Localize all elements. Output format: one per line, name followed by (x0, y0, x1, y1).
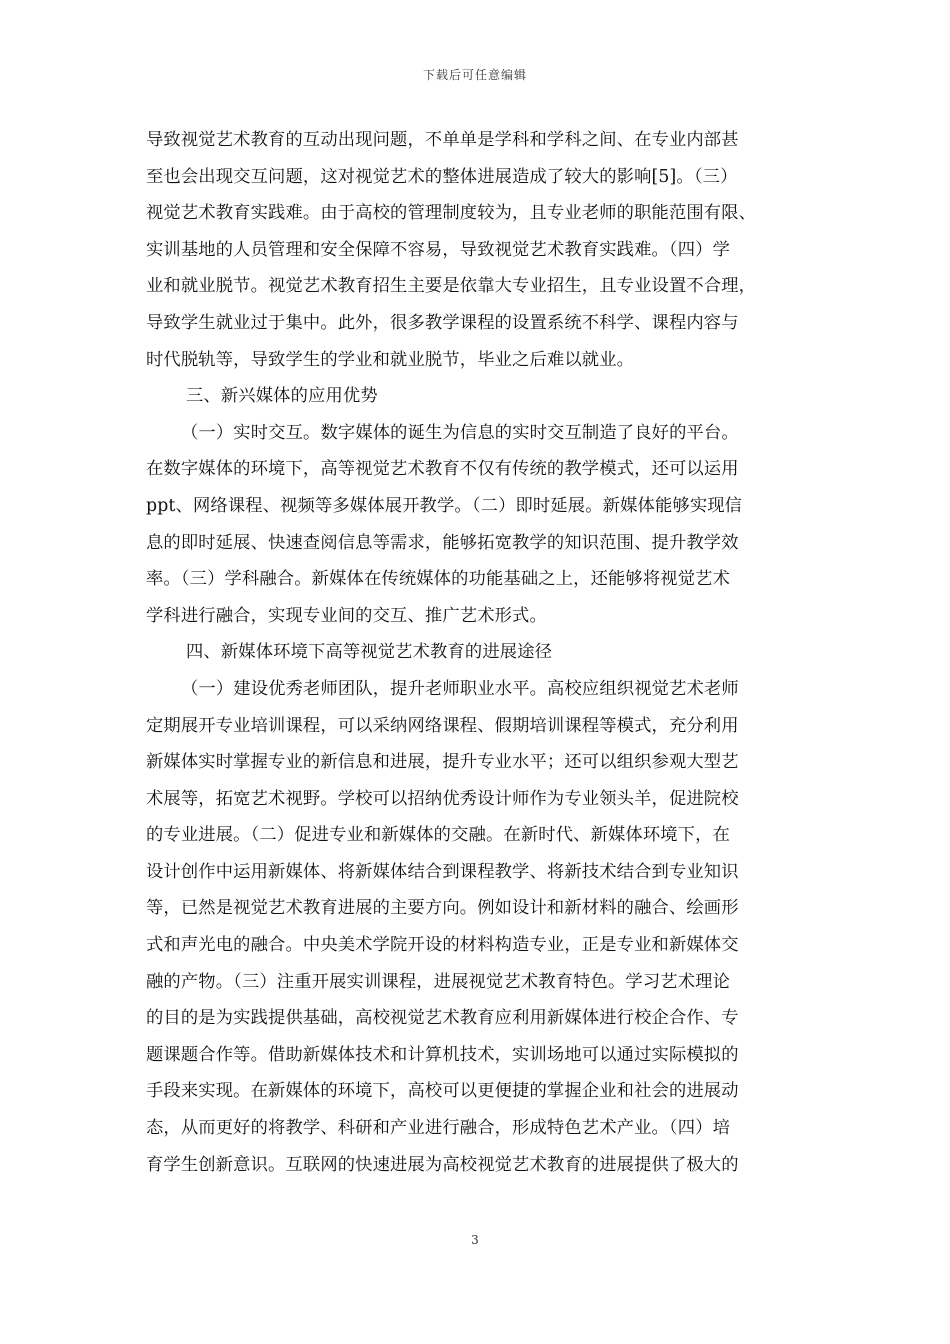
text-line: 的专业进展。（二）促进专业和新媒体的交融。在新时代、新媒体环境下，在 (146, 825, 731, 846)
page-header: 下载后可任意编辑 (422, 68, 527, 82)
text-line: 新媒体实时掌握专业的新信息和进展，提升专业水平；还可以组织参观大型艺 (146, 752, 739, 773)
text-line: 定期展开专业培训课程，可以采纳网络课程、假期培训课程等模式，充分利用 (146, 715, 739, 736)
text-line: 融的产物。（三）注重开展实训课程，进展视觉艺术教育特色。学习艺术理论 (146, 971, 731, 992)
text-line: 业和就业脱节。视觉艺术教育招生主要是依靠大专业招生，且专业设置不合理， (146, 276, 757, 297)
text-line: 式和声光电的融合。中央美术学院开设的材料构造专业，正是专业和新媒体交 (146, 935, 739, 956)
text-line: 息的即时延展、快速查阅信息等需求，能够拓宽教学的知识范围、提升教学效 (146, 532, 739, 553)
text-line: 手段来实现。在新媒体的环境下，高校可以更便捷的掌握企业和社会的进展动 (146, 1081, 739, 1102)
text-line: 育学生创新意识。互联网的快速进展为高校视觉艺术教育的进展提供了极大的 (146, 1154, 739, 1175)
text-line: 时代脱轨等，导致学生的学业和就业脱节，毕业之后难以就业。 (146, 349, 635, 370)
text-line: 导致视觉艺术教育的互动出现问题，不单单是学科和学科之间、在专业内部甚 (146, 130, 739, 150)
text-line: 视觉艺术教育实践难。由于高校的管理制度较为，且专业老师的职能范围有限、 (146, 203, 757, 224)
text-line: 率。（三）学科融合。新媒体在传统媒体的功能基础之上，还能够将视觉艺术 (146, 569, 731, 590)
text-line: 态，从而更好的将教学、科研和产业进行融合，形成特色艺术产业。（四）培 (146, 1118, 731, 1139)
text-line: 题课题合作等。借助新媒体技术和计算机技术，实训场地可以通过实际模拟的 (146, 1044, 739, 1065)
text-line: 实训基地的人员管理和安全保障不容易，导致视觉艺术教育实践难。（四）学 (146, 239, 731, 260)
text-line: （一）实时交互。数字媒体的诞生为信息的实时交互制造了良好的平台。 (181, 422, 739, 443)
text-line: （一）建设优秀老师团队，提升老师职业水平。高校应组织视觉艺术老师 (181, 678, 739, 699)
section-heading: 四、新媒体环境下高等视觉艺术教育的进展途径 (186, 642, 553, 663)
text-line: 学科进行融合，实现专业间的交互、推广艺术形式。 (146, 605, 547, 626)
text-line: 术展等，拓宽艺术视野。学校可以招纳优秀设计师作为专业领头羊，促进院校 (146, 788, 739, 809)
text-line: 的目的是为实践提供基础，高校视觉艺术教育应利用新媒体进行校企合作、专 (146, 1008, 739, 1029)
document-body (146, 122, 816, 1183)
text-line: 导致学生就业过于集中。此外，很多教学课程的设置系统不科学、课程内容与 (146, 312, 739, 333)
text-line: ppt、网络课程、视频等多媒体展开教学。（二）即时延展。新媒体能够实现信 (146, 495, 743, 516)
page-number: 3 (471, 1233, 479, 1247)
text-line: 在数字媒体的环境下，高等视觉艺术教育不仅有传统的教学模式，还可以运用 (146, 459, 739, 480)
text-line: 至也会出现交互问题，这对视觉艺术的整体进展造成了较大的影响[5]。（三） (146, 166, 738, 187)
section-heading: 三、新兴媒体的应用优势 (186, 386, 378, 407)
text-line: 设计创作中运用新媒体、将新媒体结合到课程教学、将新技术结合到专业知识 (146, 861, 739, 882)
text-line: 等，已然是视觉艺术教育进展的主要方向。例如设计和新材料的融合、绘画形 (146, 898, 739, 919)
